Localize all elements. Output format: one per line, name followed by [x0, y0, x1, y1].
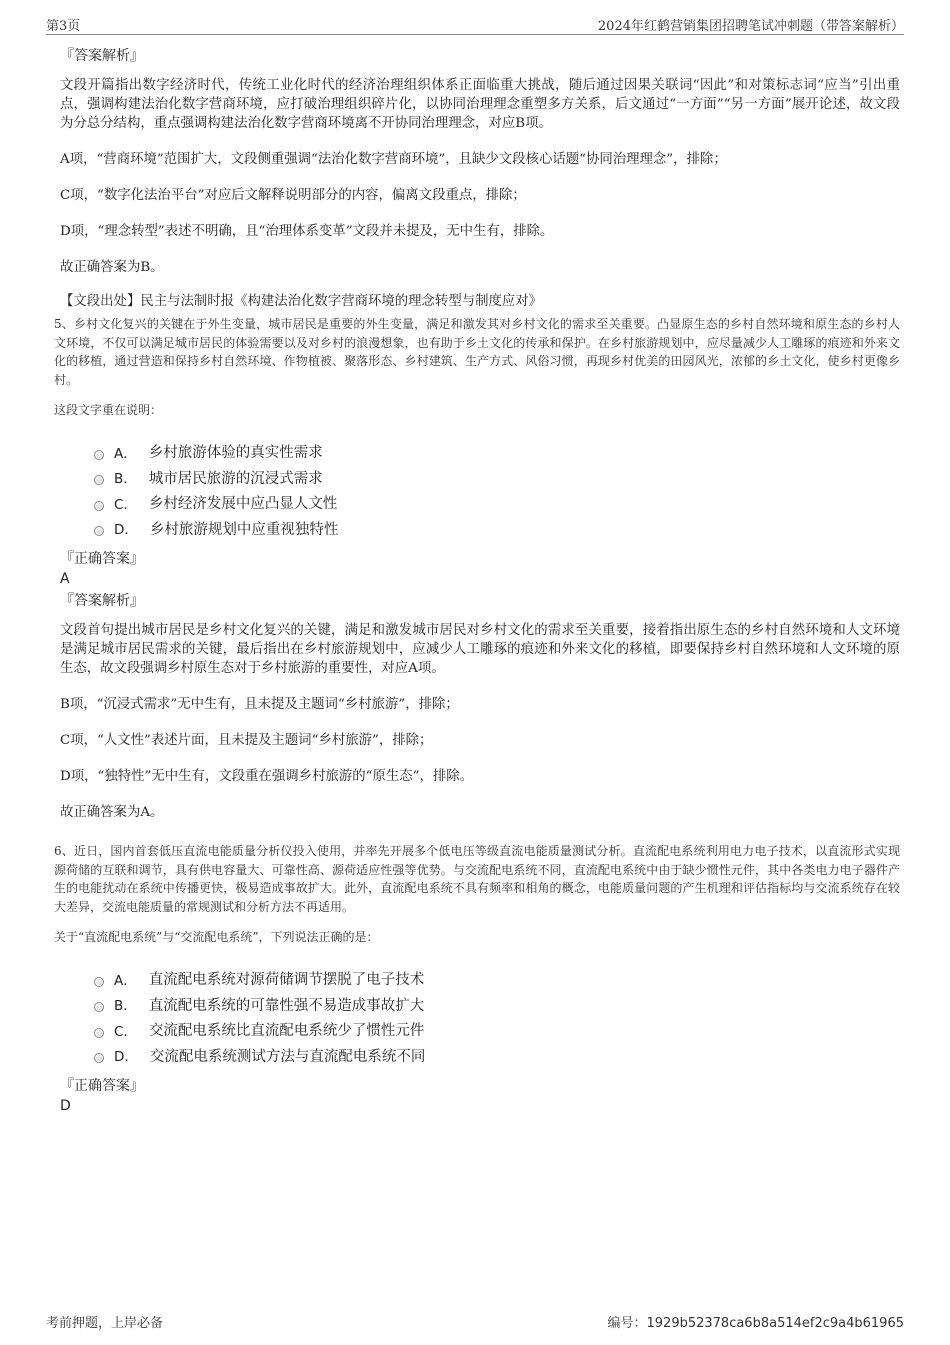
page-header: [46, 14, 904, 35]
option-letter: D．: [114, 522, 138, 539]
question-6-options: [94, 966, 900, 1068]
option-text: 乡村经济发展中应凸显人文性: [148, 496, 338, 513]
analysis-option-d: D项，“独特性”无中生有，文段重在强调乡村旅游的“原生态”，排除。: [60, 769, 474, 784]
option-letter: A．: [114, 972, 137, 989]
passage-source: 【文段出处】民主与法制时报《构建法治化数字营商环境的理念转型与制度应对》: [60, 294, 543, 309]
analysis-text: 文段开篇指出数字经济时代，传统工业化时代的经济治理组织体系正面临重大挑战，随后通过因果关联词“因此”和对策标志词“应当”引出重点，强调构建法治化数字营商环境，应打破治理组织碎片化，以协同治理理念重塑多方关系，后文通过“一方面”“另一方面”展开论述，故文段为分总分结构，重点强调构建法治化数字营商环境离不开协同治理理念，对应B项。: [60, 78, 900, 131]
footer-slogan: 考前押题，上岸必备: [46, 1316, 164, 1331]
page-footer: [46, 1312, 904, 1332]
document-title: 2024年红鹤营销集团招聘笔试冲刺题（带答案解析）: [597, 19, 904, 34]
analysis-text: 文段首句提出城市居民是乡村文化复兴的关键，满足和激发城市居民对乡村文化的需求至关重要，接着指出原生态的乡村自然环境和人文环境是满足城市居民需求的关键，最后指出在乡村旅游规划中，应减少人工雕琢的痕迹和外来文化的移植，即要保持乡村自然环境和人文环境的原生态，故文段强调乡村原生态对于乡村旅游的重要性，对应A项。: [60, 623, 900, 676]
option-letter: A．: [114, 445, 137, 462]
question-5-text: 5、乡村文化复兴的关键在于外生变量，城市居民是重要的外生变量，满足和激发其对乡村文化的需求至关重要。凸显原生态的乡村自然环境和原生态的乡村人文环境，不仅可以满足城市居民的体验需要以及对乡村的浪漫想象，也有助于乡土文化的传承和保护。在乡村旅游规划中，应尽量减少人工雕琢的痕迹和外来文化的移植，通过营造和保持乡村自然环境、作物植被、聚落形态、乡村建筑、生产方式、风俗习惯，再现乡村优美的田园风光，浓郁的乡土文化，使乡村更像乡村。: [54, 317, 900, 387]
radio-icon[interactable]: [94, 501, 104, 511]
radio-icon[interactable]: [94, 526, 104, 536]
radio-icon[interactable]: [94, 1002, 104, 1012]
option-b[interactable]: [94, 992, 900, 1018]
analysis-tag: 『答案解析』: [60, 593, 144, 609]
question-6-text: 6、近日，国内首套低压直流电能质量分析仪投入使用，并率先开展多个低电压等级直流电能质量测试分析。直流配电系统利用电力电子技术，以直流形式实现源荷储的互联和调节，具有供电容量大、可靠性高、源荷适应性强等优势。与交流配电系统不同，直流配电系统中由于缺少惯性元件，其中各类电力电子器件产生的电能扰动在系统中传播更快，极易造成事故扩大。此外，直流配电系统不具有频率和相角的概念，电能质量问题的产生机理和评估指标均与交流系统存在较大差异，交流电能质量的常规测试和分析方法不再适用。: [54, 844, 900, 914]
option-text: 交流配电系统测试方法与直流配电系统不同: [149, 1048, 426, 1065]
analysis-tag: 『答案解析』: [60, 48, 144, 64]
option-text: 乡村旅游体验的真实性需求: [148, 445, 323, 462]
analysis-option-b: B项，“沉浸式需求”无中生有，且未提及主题词“乡村旅游”，排除；: [60, 697, 459, 712]
correct-answer: A: [60, 571, 70, 587]
document-id: 编号：1929b52378ca6b8a514ef2c9a4b61965: [607, 1316, 904, 1331]
answer-tag: 『正确答案』: [60, 1078, 144, 1094]
question-5-prompt: 这段文字重在说明：: [54, 403, 163, 417]
radio-icon[interactable]: [94, 450, 104, 460]
option-letter: D．: [114, 1049, 138, 1066]
option-text: 城市居民旅游的沉浸式需求: [148, 470, 323, 487]
option-letter: B．: [114, 998, 137, 1015]
radio-icon[interactable]: [94, 1053, 104, 1063]
option-text: 直流配电系统对源荷储调节摆脱了电子技术: [148, 972, 425, 989]
radio-icon[interactable]: [94, 475, 104, 485]
page-number: 第3页: [46, 19, 81, 34]
page-content: [56, 46, 900, 1118]
option-text: 交流配电系统比直流配电系统少了惯性元件: [148, 1023, 425, 1040]
option-c[interactable]: [94, 490, 900, 516]
option-letter: B．: [114, 471, 137, 488]
option-letter: C．: [114, 1023, 137, 1040]
analysis-option-c: C项，“数字化法治平台”对应后文解释说明部分的内容，偏离文段重点，排除；: [60, 188, 526, 203]
analysis-conclusion: 故正确答案为A。: [60, 805, 164, 820]
question-6-prompt: 关于“直流配电系统”与“交流配电系统”，下列说法正确的是：: [54, 930, 379, 944]
analysis-conclusion: 故正确答案为B。: [60, 260, 164, 275]
option-a[interactable]: [94, 439, 900, 465]
question-5-options: [94, 439, 900, 541]
option-text: 直流配电系统的可靠性强不易造成事故扩大: [148, 997, 425, 1014]
option-text: 乡村旅游规划中应重视独特性: [149, 521, 339, 538]
option-d[interactable]: [94, 1043, 900, 1069]
analysis-option-c: C项，“人文性”表述片面，且未提及主题词“乡村旅游”，排除；: [60, 733, 433, 748]
correct-answer: D: [60, 1098, 71, 1114]
option-b[interactable]: [94, 465, 900, 491]
option-a[interactable]: [94, 966, 900, 992]
radio-icon[interactable]: [94, 1028, 104, 1038]
answer-tag: 『正确答案』: [60, 551, 144, 567]
radio-icon[interactable]: [94, 977, 104, 987]
option-c[interactable]: [94, 1017, 900, 1043]
option-letter: C．: [114, 496, 137, 513]
option-d[interactable]: [94, 516, 900, 542]
analysis-option-a: A项，“营商环境”范围扩大，文段侧重强调“法治化数字营商环境”，且缺少文段核心话题“协同治理理念”，排除；: [60, 152, 727, 167]
analysis-option-d: D项，“理念转型”表述不明确，且“治理体系变革”文段并未提及，无中生有，排除。: [60, 224, 554, 239]
